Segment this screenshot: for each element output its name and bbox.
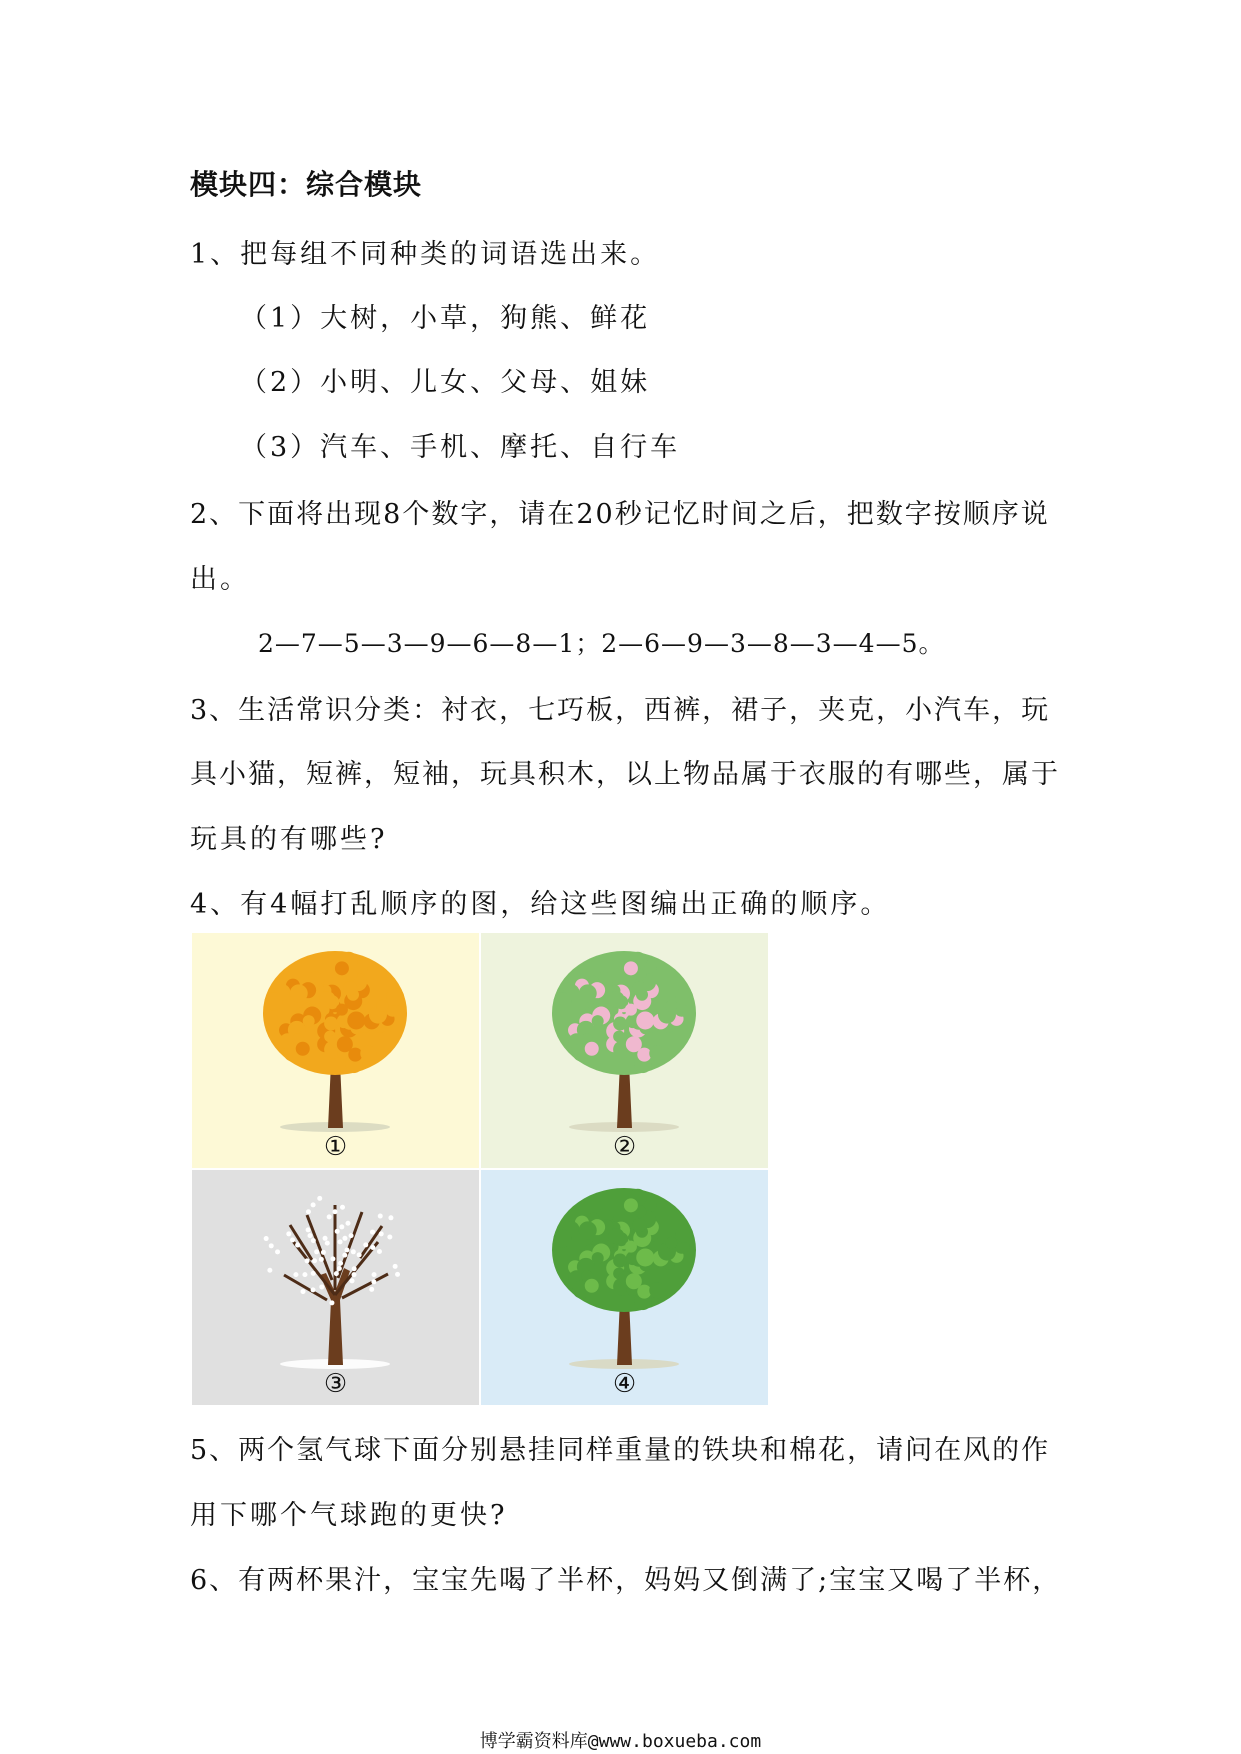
panel-number-label: ① — [323, 1132, 348, 1162]
number-sequence: 2—7—5—3—9—6—8—1；2—6—9—3—8—3—4—5。 — [258, 629, 945, 658]
question-5-line-2: 用下哪个气球跑的更快? — [190, 1500, 508, 1531]
question-5-line-1: 5、两个氢气球下面分别悬挂同样重量的铁块和棉花，请问在风的作 — [190, 1435, 1051, 1466]
tree-panel-spring — [481, 933, 768, 1168]
question-3-line-1: 3、生活常识分类：衬衣，七巧板，西裤，裙子，夹克，小汽车，玩 — [190, 695, 1051, 726]
tree-panel-summer — [481, 1170, 768, 1405]
question-1-item-2: （2）小明、儿女、父母、姐妹 — [240, 367, 651, 398]
question-1: 1、把每组不同种类的词语选出来。 — [190, 239, 661, 270]
page-title: 模块四：综合模块 — [190, 168, 423, 201]
question-2-line-1: 2、下面将出现8个数字，请在20秒记忆时间之后，把数字按顺序说 — [190, 499, 1050, 530]
question-1-item-3: （3）汽车、手机、摩托、自行车 — [240, 432, 681, 463]
tree-panel-autumn — [192, 933, 479, 1168]
tree-panel-winter — [192, 1170, 479, 1405]
question-6-line-1: 6、有两杯果汁，宝宝先喝了半杯，妈妈又倒满了;宝宝又喝了半杯， — [190, 1565, 1062, 1596]
footer-watermark: 博学霸资料库@www.boxueba.com — [479, 1731, 762, 1752]
panel-number-label: ④ — [612, 1369, 637, 1399]
question-3-line-2: 具小猫，短裤，短袖，玩具积木，以上物品属于衣服的有哪些，属于 — [190, 759, 1060, 790]
panel-number-label: ③ — [323, 1369, 348, 1399]
question-1-item-1: （1）大树，小草，狗熊、鲜花 — [240, 303, 651, 334]
panel-number-label: ② — [612, 1132, 637, 1162]
question-4: 4、有4幅打乱顺序的图，给这些图编出正确的顺序。 — [190, 889, 891, 920]
question-2-line-2: 出。 — [190, 564, 250, 595]
question-3-line-3: 玩具的有哪些? — [190, 824, 388, 855]
